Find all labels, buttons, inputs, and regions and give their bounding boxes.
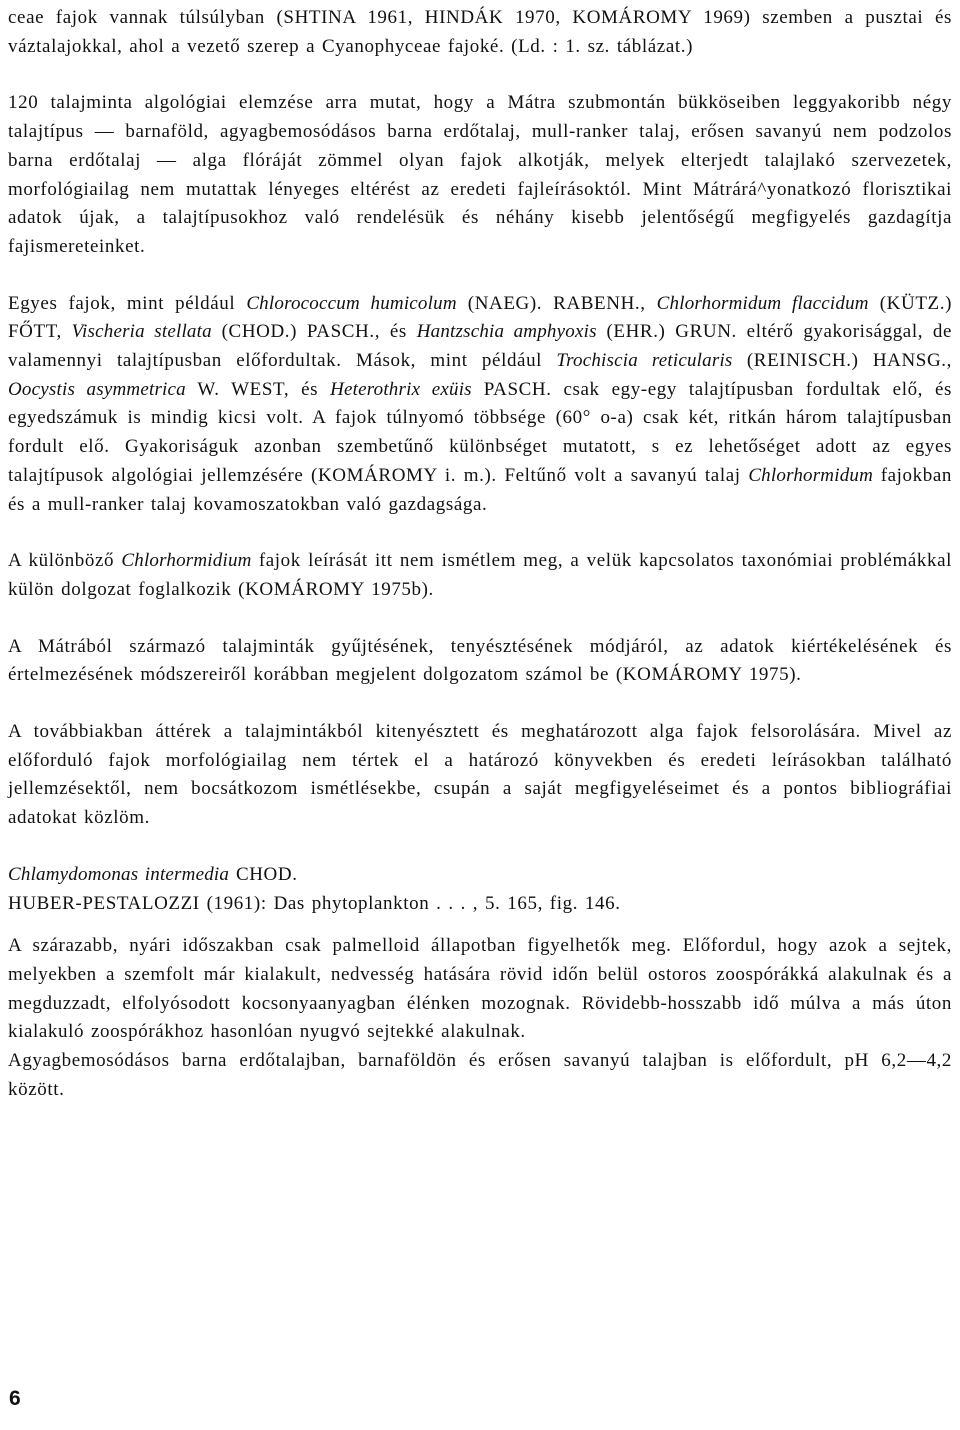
taxon-name: Hantzschia amphyoxis xyxy=(416,321,597,343)
taxon-name: Heterothrix exüis xyxy=(330,378,472,400)
species-name: Chlamydomonas intermedia xyxy=(8,863,230,885)
text-run: A különböző xyxy=(8,550,122,572)
text-run: (EHR.) GRUN. eltérő gyakorisággal, de valamennyi talajtípusban előfordultak. Mások, mint például xyxy=(8,321,952,372)
text-run: W. WEST, és xyxy=(185,378,331,400)
species-heading xyxy=(8,861,952,890)
paragraph-palmelloid: A szárazabb, nyári időszakban csak palmelloid állapotban figyelhetők meg. Előfordul, hogy azok a sejtek, melyekben a szemfolt már kialakult, nedvesség hatására rövid időn belül ostoros zoospórákká alakulnak és a megduzzadt, elfolyósodott kocsonyaanyagban élénken mozognak. Rövidebb-hosszabb idő múlva a más úton kialakuló zoospórákhoz hasonlóan nyugvó sejtekké alakulnak. xyxy=(8,935,952,1043)
text-run: (KÜTZ.) FŐTT, xyxy=(8,292,953,343)
text-run: (NAEG). RABENH., xyxy=(456,292,657,314)
paragraph-soil-samples: 120 talajminta algológiai elemzése arra mutat, hogy a Mátra szubmontán bükköseiben leggyakoribb négy talajtípus — barnaföld, agyagbemosódásos barna erdőtalaj, mull-ranker talaj, erősen savanyú nem podzolos barna erdőtalaj — alga flóráját zömmel olyan fajok alkotják, melyek elterjedt talajlakó szervezetek, morfológiailag nem mutattak lényeges eltérést az eredeti fajleírásoktól. Mint Mátrárá^yonatkozó florisztikai adatok újak, a talajtípusokhoz való rendelésük és néhány kisebb jelentőségű megfigyelés gazdagítja fajismereteinket. xyxy=(8,92,952,257)
taxon-name: Chlorhormidum flaccidum xyxy=(656,292,869,314)
paragraph-species-frequency xyxy=(8,290,952,520)
species-author: CHOD. xyxy=(235,863,298,885)
text-run: (CHOD.) PASCH., és xyxy=(211,321,417,343)
taxon-name: Trochiscia reticularis xyxy=(556,350,733,372)
article-body xyxy=(8,4,952,1105)
text-run: PASCH. csak egy-egy talajtípusban fordultak elő, és egyedszámuk is mindig kicsi volt. A fajok túlnyomó többsége (60° o-a) csak két, ritkán három talajtípusban fordult elő. Gyakoriságuk azonban szembetűnő különbséget mutatott, s ez lehetőséget adott az egyes talajtípusok algológiai jellemzésére (KOMÁROMY i. m.). Feltűnő volt a savanyú talaj xyxy=(8,378,952,486)
text-run: (REINISCH.) HANSG., xyxy=(732,350,952,372)
species-reference: HUBER-PESTALOZZI (1961): Das phytoplankton . . . , 5. 165, fig. 146. xyxy=(8,892,621,914)
paragraph-intro: ceae fajok vannak túlsúlyban (SHTINA 1961, HINDÁK 1970, KOMÁROMY 1969) szemben a pusztai és váztalajokkal, ahol a vezető szerep a Cyanophyceae fajoké. (Ld. : 1. sz. táblázat.) xyxy=(8,7,952,57)
taxon-name: Chlorococcum humicolum xyxy=(246,292,457,314)
page-number: 6 xyxy=(9,1387,21,1410)
taxon-name: Chlorhormidium xyxy=(121,550,252,572)
taxon-name: Chlorhormidum xyxy=(748,464,874,486)
paragraph-habitat: Agyagbemosódásos barna erdőtalajban, barnaföldön és erősen savanyú talajban is előfordult, pH 6,2—4,2 között. xyxy=(8,1050,952,1100)
text-run: fajok leírását itt nem ismétlem meg, a velük kapcsolatos taxonómiai problémákkal külön dolgozat foglalkozik (KOMÁROMY 1975b). xyxy=(8,550,952,600)
paragraph-chlorhormidium xyxy=(8,547,952,604)
taxon-name: Vischeria stellata xyxy=(71,321,212,343)
taxon-name: Oocystis asymmetrica xyxy=(8,378,186,400)
paragraph-species-list-intro: A továbbiakban áttérek a talajmintákból kitenyésztett és meghatározott alga fajok felsorolására. Mivel az előforduló fajok morfológiailag nem tértek el a határozó könyvekben és eredeti leírásokban található jellemzésektől, nem bocsátkozom ismétlésekbe, csupán a saját megfigyeléseimet és a pontos bibliográfiai adatokat közlöm. xyxy=(8,721,952,829)
paragraph-methods: A Mátrából származó talajminták gyűjtésének, tenyésztésének módjáról, az adatok kiértékelésének és értelmezésének módszereiről korábban megjelent dolgozatom számol be (KOMÁROMY 1975). xyxy=(8,635,952,686)
text-run: Egyes fajok, mint például xyxy=(8,292,247,314)
text-run: fajokban és a mull-ranker talaj kovamoszatokban való gazdagsága. xyxy=(8,464,952,515)
